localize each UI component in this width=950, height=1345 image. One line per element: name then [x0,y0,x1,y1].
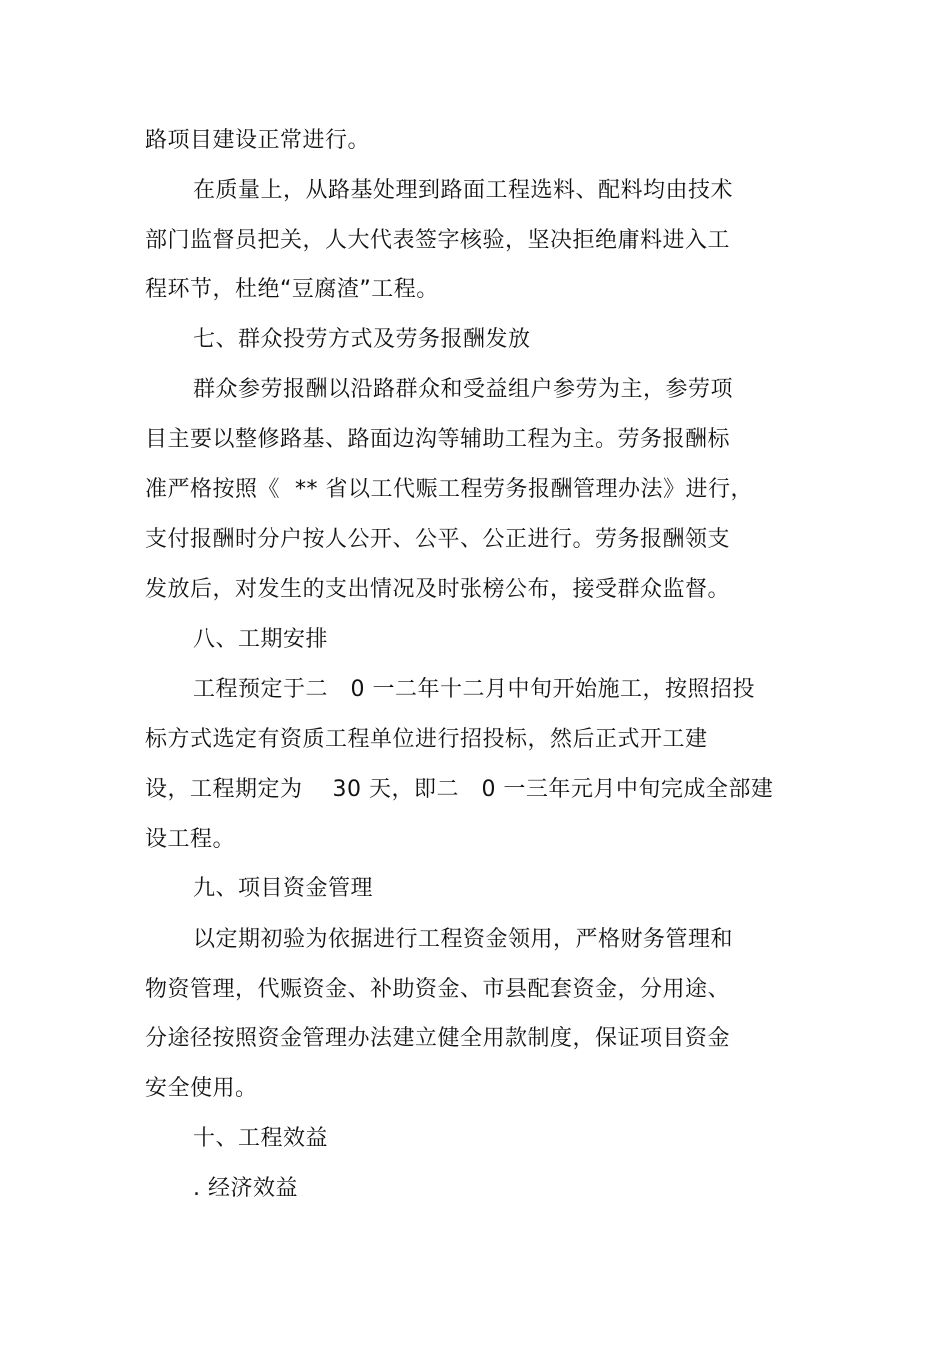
paragraph-schedule: 工程预定于二 0 一二年十二月中旬开始施工，按照招投 [193,677,755,702]
section-heading-9: 九、项目资金管理 [193,876,374,901]
paragraph-schedule-line-2: 标方式选定有资质工程单位进行招投标，然后正式开工建 [145,727,708,752]
paragraph-quality-line-3: 程环节，杜绝“豆腐渣”工程。 [145,277,439,302]
paragraph-quality-line-2: 部门监督员把关，人大代表签字核验，坚决拒绝庸料进入工 [145,228,731,253]
paragraph-funds: 以定期初验为依据进行工程资金领用，严格财务管理和 [193,927,734,952]
paragraph-labor-line-3: 准严格按照《 ** 省以工代赈工程劳务报酬管理办法》进行， [145,477,753,502]
section-heading-8: 八、工期安排 [193,627,329,652]
paragraph-labor-line-4: 支付报酬时分户按人公开、公平、公正进行。劳务报酬领支 [145,527,731,552]
paragraph-schedule-line-4: 设工程。 [145,827,236,852]
section-heading-7: 七、群众投劳方式及劳务报酬发放 [193,327,531,352]
paragraph-labor-line-5: 发放后，对发生的支出情况及时张榜公布，接受群众监督。 [145,577,731,602]
paragraph-labor: 群众参劳报酬以沿路群众和受益组户参劳为主，参劳项 [193,377,734,402]
paragraph-labor-line-2: 目主要以整修路基、路面边沟等辅助工程为主。劳务报酬标 [145,427,731,452]
paragraph-schedule-line-3: 设，工程期定为 30 天，即二 0 一三年元月中旬完成全部建 [145,777,774,802]
paragraph-funds-line-4: 安全使用。 [145,1076,258,1101]
subheading-economic-benefit: . 经济效益 [193,1176,298,1201]
text-line-continuation: 路项目建设正常进行。 [145,128,371,153]
paragraph-funds-line-3: 分途径按照资金管理办法建立健全用款制度，保证项目资金 [145,1026,731,1051]
paragraph-funds-line-2: 物资管理，代赈资金、补助资金、市县配套资金，分用途、 [145,977,731,1002]
paragraph-quality: 在质量上，从路基处理到路面工程选料、配料均由技术 [193,178,734,203]
section-heading-10: 十、工程效益 [193,1126,329,1151]
